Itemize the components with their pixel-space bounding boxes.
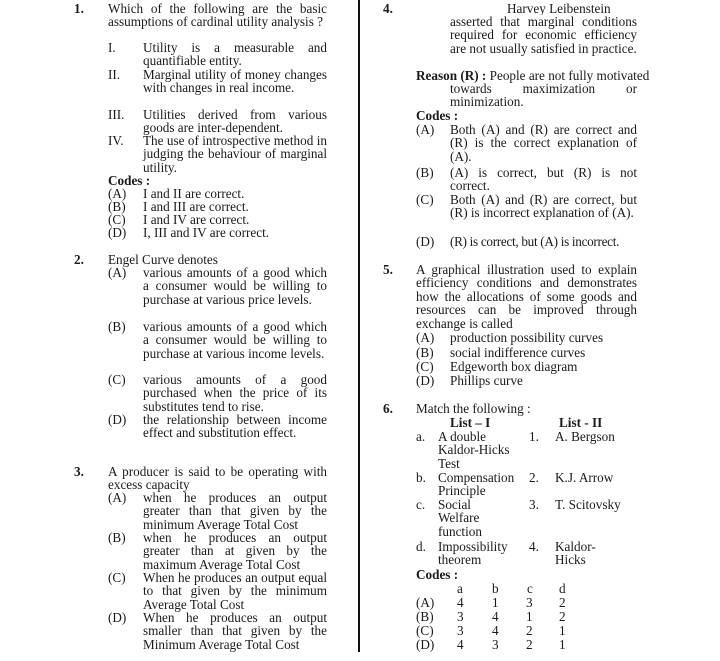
option-d[interactable]: (D) the relationship between income effect and substitution effect. <box>108 412 327 441</box>
option-a[interactable]: (A) when he produces an output greater than that given by the minimum Average Total Cost <box>108 490 327 532</box>
question-number: 5. <box>383 262 393 277</box>
codes-label: Codes : <box>416 108 459 123</box>
list-1-item-b: b. Compensation Principle <box>416 470 515 499</box>
option-c[interactable]: (C) Both (A) and (R) are correct, but (R) is incorrect explanation of (A). <box>416 192 637 221</box>
option-d[interactable]: (D) Phillips curve <box>416 373 523 388</box>
statement-iv: IV. The use of introspective method in judging the behaviour of marginal utility. <box>108 133 327 175</box>
option-d[interactable]: (D) (R) is correct, but (A) is incorrect. <box>416 234 620 249</box>
list-2-header: List - II <box>559 415 603 430</box>
statement-ii: II. Marginal utility of money changes with changes in real income. <box>108 67 327 96</box>
option-b[interactable]: (B) (A) is correct, but (R) is not correct. <box>416 165 637 194</box>
question-number: 1. <box>74 1 84 16</box>
assertion-first-line: Harvey Leibenstein <box>507 2 611 16</box>
option-c[interactable]: (C) I and IV are correct. <box>108 212 250 227</box>
list-2-item-4: 4. Kaldor-Hicks <box>529 539 596 568</box>
question-stem: Match the following : <box>416 401 531 416</box>
list-2-item-1: 1. A. Bergson <box>529 429 615 444</box>
reason-text: towards maximization or minimization. <box>450 81 637 110</box>
question-number: 4. <box>383 1 393 16</box>
option-c[interactable]: (C) Edgeworth box diagram <box>416 359 578 374</box>
codes-label: Codes : <box>416 567 459 582</box>
option-b[interactable]: (B) when he produces an output greater than at given by the maximum Average Total Cost <box>108 530 327 572</box>
question-stem: Which of the following are the basic assumptions of cardinal utility analysis ? <box>108 1 327 30</box>
statement-i: I. Utility is a measurable and quantifiable entity. <box>108 40 327 69</box>
option-b[interactable]: (B) social indifference curves <box>416 345 586 360</box>
option-b[interactable]: (B) various amounts of a good which a consumer would be willing to purchase at various income levels. <box>108 319 327 361</box>
option-a[interactable]: (A) various amounts of a good which a consumer would be willing to purchase at various price levels. <box>108 265 327 307</box>
list-1-item-a: a. A double Kaldor-Hicks Test <box>416 429 510 471</box>
option-d[interactable]: (D) I, III and IV are correct. <box>108 225 270 240</box>
list-1-header: List – I <box>450 415 491 430</box>
option-c[interactable]: (C) When he produces an output equal to that given by the minimum Average Total Cost <box>108 570 327 612</box>
column-divider <box>358 0 360 652</box>
question-stem: Engel Curve denotes <box>108 252 218 267</box>
statement-iii: III. Utilities derived from various goods are inter-dependent. <box>108 107 327 136</box>
option-a[interactable]: (A) I and II are correct. <box>108 186 245 201</box>
option-a[interactable]: (A) production possibility curves <box>416 330 604 345</box>
question-stem: A producer is said to be operating with excess capacity <box>108 464 327 493</box>
list-1-item-c: c. Social Welfare function <box>416 497 482 539</box>
question-number: 3. <box>74 464 84 479</box>
question-number: 2. <box>74 252 84 267</box>
option-c[interactable]: (C) various amounts of a good purchased when the price of its substitutes tend to rise. <box>108 372 327 414</box>
codes-label: Codes : <box>108 173 151 188</box>
list-2-item-3: 3. T. Scitovsky <box>529 497 621 512</box>
reason-text-first-line: People are not fully motivated <box>486 68 650 83</box>
question-number: 6. <box>383 401 393 416</box>
question-stem: A graphical illustration used to explain efficiency conditions and demonstrates how the allocations of some goods and resources can be improved through exchange is called <box>416 262 637 331</box>
option-a[interactable]: (A) Both (A) and (R) are correct and (R) is the correct explanation of (A). <box>416 122 637 164</box>
option-b[interactable]: (B) I and III are correct. <box>108 199 249 214</box>
assertion-text: asserted that marginal conditions required for economic efficiency are not usually satisfied in practice. <box>450 14 637 56</box>
list-2-item-2: 2. K.J. Arrow <box>529 470 614 485</box>
list-1-item-d: d. Impossibility theorem <box>416 539 508 568</box>
option-d[interactable]: (D) When he produces an output smaller than that given by the Minimum Average Total Cost <box>108 610 327 652</box>
reason-label: Reason (R) : People are not fully motivated <box>416 68 650 83</box>
